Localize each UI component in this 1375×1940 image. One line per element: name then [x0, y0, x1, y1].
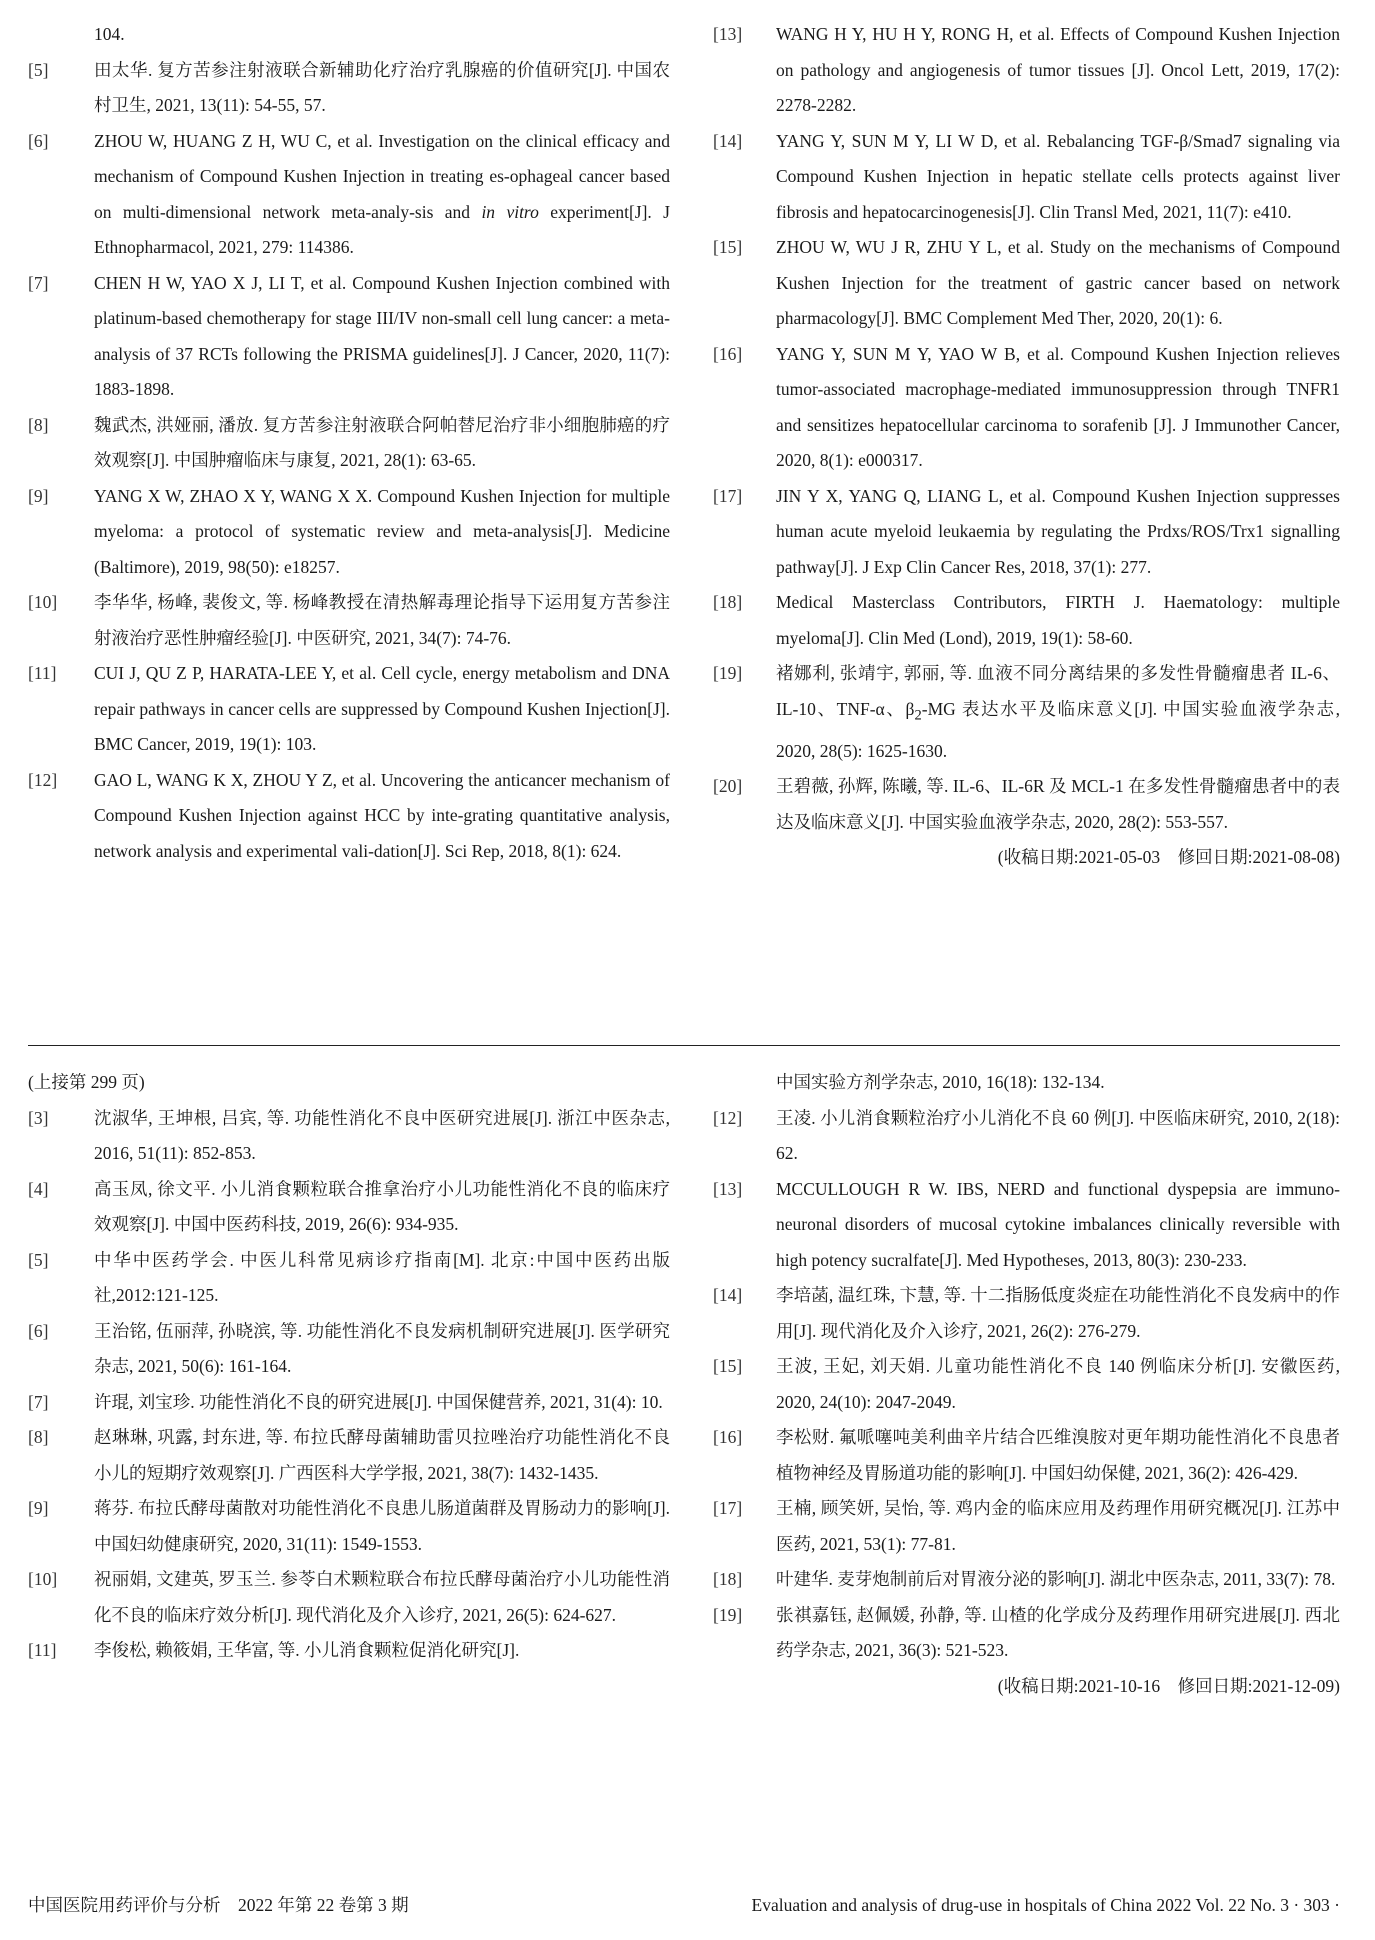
reference-text: CUI J, QU Z P, HARATA-LEE Y, et al. Cell cycle, energy metabolism and DNA repair pathways in cancer cells are suppressed by Compound Kushen Injection[J]. BMC Cancer, 2019, 19(1): 103. [94, 663, 670, 754]
reference-number: [15] [713, 1356, 743, 1376]
received-revised-dates: (收稿日期:2021-05-03 修回日期:2021-08-08) [997, 847, 1340, 867]
reference-number: [11] [28, 1640, 57, 1660]
reference-italic-term: in vitro [481, 201, 539, 222]
reference-number: [12] [713, 1107, 743, 1128]
reference-text: 王波, 王妃, 刘天娟. 儿童功能性消化不良 140 例临床分析[J]. 安徽医药, 2020, 24(10): 2047-2049. [776, 1356, 1340, 1412]
reference-list-bottom-left [28, 1065, 670, 1669]
reference-item [28, 266, 670, 408]
reference-item [713, 1491, 1340, 1562]
reference-text: 李培菡, 温红珠, 卞慧, 等. 十二指肠低度炎症在功能性消化不良发病中的作用[J]. 现代消化及介入诊疗, 2021, 26(2): 276-279. [776, 1285, 1340, 1341]
reference-number: [14] [713, 1285, 743, 1305]
reference-text: 高玉凤, 徐文平. 小儿消食颗粒联合推拿治疗小儿功能性消化不良的临床疗效观察[J]. 中国中医药科技, 2019, 26(6): 934-935. [94, 1178, 670, 1234]
reference-item [28, 479, 670, 586]
reference-number: [10] [28, 592, 58, 612]
reference-item [713, 124, 1340, 231]
reference-item [713, 1420, 1340, 1491]
reference-text-part: ZHOU W, HUANG Z H, WU C, et al. Investigation on the clinical efficacy and mechanism of Compound Kushen Injection in treating es-ophageal cancer based on multi-dimensional network meta-analy-sis and [94, 130, 670, 222]
journal-footer-chinese: 中国医院用药评价与分析 2022 年第 22 卷第 3 期 [28, 1895, 409, 1915]
reference-number: [9] [28, 485, 49, 506]
reference-text: 中华中医药学会. 中医儿科常见病诊疗指南[M]. 北京:中国中医药出版社,2012:121-125. [94, 1249, 670, 1305]
reference-text: Medical Masterclass Contributors, FIRTH J. Haematology: multiple myeloma[J]. Clin Med (Lond), 2019, 19(1): 58-60. [776, 592, 1340, 648]
reference-item [713, 1598, 1340, 1669]
reference-text-part: -MG 表达水平及临床意义[J]. 中国实验血液学杂志, 2020, 28(5): 1625-1630. [776, 698, 1340, 761]
reference-text: JIN Y X, YANG Q, LIANG L, et al. Compound Kushen Injection suppresses human acute myeloid leukaemia by regulating the Prdxs/ROS/Trx1 signalling pathway[J]. J Exp Clin Cancer Res, 2018, 37(1): 277. [776, 485, 1340, 577]
reference-item [28, 585, 670, 656]
reference-number: [8] [28, 414, 49, 435]
reference-subscript: 2 [914, 707, 922, 723]
reference-number: [17] [713, 485, 743, 506]
reference-text: 许琨, 刘宝珍. 功能性消化不良的研究进展[J]. 中国保健营养, 2021, 31(4): 10. [94, 1391, 663, 1412]
reference-number: [16] [713, 343, 743, 364]
reference-list-top-right [713, 17, 1340, 876]
reference-text: 赵琳琳, 巩露, 封东进, 等. 布拉氏酵母菌辅助雷贝拉唑治疗功能性消化不良小儿的短期疗效观察[J]. 广西医科大学学报, 2021, 38(7): 1432-1435. [94, 1427, 670, 1483]
reference-text: MCCULLOUGH R W. IBS, NERD and functional dyspepsia are immuno-neuronal disorders of mucosal cytokine imbalances clinically reversible with high potency sucralfate[J]. Med Hypotheses, 2013, 80(3): 230-233. [776, 1178, 1340, 1270]
reference-text [94, 124, 670, 266]
reference-text: 李俊松, 赖筱娟, 王华富, 等. 小儿消食颗粒促消化研究[J]. [94, 1640, 520, 1660]
reference-number: [4] [28, 1178, 49, 1199]
reference-item [28, 1420, 670, 1491]
reference-text: 叶建华. 麦芽炮制前后对胃液分泌的影响[J]. 湖北中医杂志, 2011, 33(7): 78. [776, 1569, 1336, 1589]
reference-item [713, 1172, 1340, 1279]
reference-text: GAO L, WANG K X, ZHOU Y Z, et al. Uncovering the anticancer mechanism of Compound Kushen Injection against HCC by inte-grating quantitative analysis, network analysis and experimental vali-dation[J]. Sci Rep, 2018, 8(1): 624. [94, 769, 670, 861]
reference-item [28, 1101, 670, 1172]
reference-number: [10] [28, 1569, 58, 1589]
reference-item [28, 53, 670, 124]
reference-item [28, 1385, 670, 1421]
section-divider [28, 1045, 1340, 1046]
reference-text: 蒋芬. 布拉氏酵母菌散对功能性消化不良患儿肠道菌群及胃肠动力的影响[J]. 中国妇幼健康研究, 2020, 31(11): 1549-1553. [94, 1498, 670, 1554]
reference-item [713, 337, 1340, 479]
reference-item [713, 1101, 1340, 1172]
reference-number: [9] [28, 1498, 49, 1518]
reference-text: 王楠, 顾笑妍, 吴怡, 等. 鸡内金的临床应用及药理作用研究概况[J]. 江苏中医药, 2021, 53(1): 77-81. [776, 1498, 1340, 1554]
reference-number: [6] [28, 130, 49, 151]
reference-item [28, 1314, 670, 1385]
reference-text: 王治铭, 伍丽萍, 孙晓滨, 等. 功能性消化不良发病机制研究进展[J]. 医学研究杂志, 2021, 50(6): 161-164. [94, 1320, 670, 1376]
reference-number: [11] [28, 663, 57, 683]
reference-item [713, 230, 1340, 337]
reference-number: [18] [713, 592, 743, 612]
reference-item [28, 124, 670, 266]
reference-list-bottom-right [713, 1065, 1340, 1704]
reference-item [28, 1491, 670, 1562]
reference-number: [20] [713, 776, 743, 796]
reference-item [28, 1243, 670, 1314]
reference-continuation: 104. [94, 24, 125, 44]
reference-text: 李松财. 氟哌噻吨美利曲辛片结合匹维溴胺对更年期功能性消化不良患者植物神经及胃肠道功能的影响[J]. 中国妇幼保健, 2021, 36(2): 426-429. [776, 1427, 1340, 1483]
reference-text: 王碧薇, 孙辉, 陈曦, 等. IL-6、IL-6R 及 MCL-1 在多发性骨髓瘤患者中的表达及临床意义[J]. 中国实验血液学杂志, 2020, 28(2): 553-557. [776, 776, 1340, 832]
reference-number: [16] [713, 1427, 743, 1447]
reference-item [28, 1562, 670, 1633]
reference-text: 魏武杰, 洪娅丽, 潘放. 复方苦参注射液联合阿帕替尼治疗非小细胞肺癌的疗效观察[J]. 中国肿瘤临床与康复, 2021, 28(1): 63-65. [94, 414, 670, 470]
reference-text [776, 656, 1340, 769]
reference-item [713, 769, 1340, 840]
received-revised-dates: (收稿日期:2021-10-16 修回日期:2021-12-09) [997, 1675, 1340, 1696]
reference-text: CHEN H W, YAO X J, LI T, et al. Compound Kushen Injection combined with platinum-based chemotherapy for stage III/IV non-small cell lung cancer: a meta-analysis of 37 RCTs following the PRISMA guidelines[J]. J Cancer, 2020, 11(7): 1883-1898. [94, 272, 670, 399]
reference-item [28, 763, 670, 870]
reference-number: [3] [28, 1107, 49, 1128]
reference-item [713, 1278, 1340, 1349]
reference-text-part: experiment[J]. J Ethnopharmacol, 2021, 279: 114386. [94, 201, 670, 257]
reference-text: WANG H Y, HU H Y, RONG H, et al. Effects of Compound Kushen Injection on pathology and angiogenesis of tumor tissues [J]. Oncol Lett, 2019, 17(2): 2278-2282. [776, 24, 1340, 115]
reference-number: [12] [28, 769, 58, 790]
reference-text: YANG Y, SUN M Y, LI W D, et al. Rebalancing TGF-β/Smad7 signaling via Compound Kushen Injection in hepatic stellate cells protects against liver fibrosis and hepatocarcinogenesis[J]. Clin Transl Med, 2021, 11(7): e410. [776, 130, 1340, 222]
reference-number: [5] [28, 1249, 49, 1270]
reference-continuation: 中国实验方剂学杂志, 2010, 16(18): 132-134. [776, 1072, 1105, 1092]
reference-number: [14] [713, 130, 743, 151]
reference-number: [13] [713, 24, 743, 44]
continued-from-note: (上接第 299 页) [28, 1072, 145, 1092]
reference-number: [15] [713, 237, 743, 257]
reference-item [28, 1633, 670, 1669]
reference-number: [18] [713, 1569, 743, 1589]
reference-text: 李华华, 杨峰, 裴俊文, 等. 杨峰教授在清热解毒理论指导下运用复方苦参注射液治疗恶性肿瘤经验[J]. 中医研究, 2021, 34(7): 74-76. [94, 592, 670, 648]
reference-number: [6] [28, 1320, 49, 1341]
reference-text: 祝丽娟, 文建英, 罗玉兰. 参苓白术颗粒联合布拉氏酵母菌治疗小儿功能性消化不良的临床疗效分析[J]. 现代消化及介入诊疗, 2021, 26(5): 624-627. [94, 1569, 670, 1625]
reference-number: [17] [713, 1498, 743, 1518]
reference-item [713, 479, 1340, 586]
reference-number: [13] [713, 1178, 743, 1199]
reference-text: ZHOU W, WU J R, ZHU Y L, et al. Study on the mechanisms of Compound Kushen Injection for the treatment of gastric cancer based on network pharmacology[J]. BMC Complement Med Ther, 2020, 20(1): 6. [776, 237, 1340, 328]
reference-text: 王凌. 小儿消食颗粒治疗小儿消化不良 60 例[J]. 中医临床研究, 2010, 2(18): 62. [776, 1107, 1340, 1163]
reference-text: 张祺嘉钰, 赵佩媛, 孙静, 等. 山楂的化学成分及药理作用研究进展[J]. 西北药学杂志, 2021, 36(3): 521-523. [776, 1604, 1340, 1660]
reference-number: [7] [28, 1391, 49, 1412]
reference-list-top-left [28, 17, 670, 869]
reference-number: [8] [28, 1427, 49, 1447]
reference-item [28, 408, 670, 479]
reference-item [28, 1172, 670, 1243]
reference-item [713, 17, 1340, 124]
reference-text: 沈淑华, 王坤根, 吕宾, 等. 功能性消化不良中医研究进展[J]. 浙江中医杂志, 2016, 51(11): 852-853. [94, 1107, 670, 1163]
reference-number: [19] [713, 1604, 743, 1625]
reference-item [28, 656, 670, 763]
reference-number: [5] [28, 59, 49, 80]
reference-item [713, 1562, 1340, 1598]
journal-footer-english: Evaluation and analysis of drug-use in hospitals of China 2022 Vol. 22 No. 3 · 303 · [751, 1895, 1340, 1915]
reference-text-part: 褚娜利, 张靖宇, 郭丽, 等. 血液不同分离结果的多发性骨髓瘤患者 IL-6、IL-10、TNF-α、β [776, 663, 1340, 719]
reference-text: YANG X W, ZHAO X Y, WANG X X. Compound Kushen Injection for multiple myeloma: a protocol of systematic review and meta-analysis[J]. Medicine (Baltimore), 2019, 98(50): e18257. [94, 485, 670, 577]
reference-text: 田太华. 复方苦参注射液联合新辅助化疗治疗乳腺癌的价值研究[J]. 中国农村卫生, 2021, 13(11): 54-55, 57. [94, 59, 670, 115]
reference-number: [19] [713, 663, 743, 683]
reference-text: YANG Y, SUN M Y, YAO W B, et al. Compound Kushen Injection relieves tumor-associated macrophage-mediated immunosuppression through TNFR1 and sensitizes hepatocellular carcinoma to sorafenib [J]. J Immunother Cancer, 2020, 8(1): e000317. [776, 343, 1340, 470]
reference-number: [7] [28, 272, 49, 293]
reference-item [713, 585, 1340, 656]
reference-item [713, 1349, 1340, 1420]
reference-item [713, 656, 1340, 769]
